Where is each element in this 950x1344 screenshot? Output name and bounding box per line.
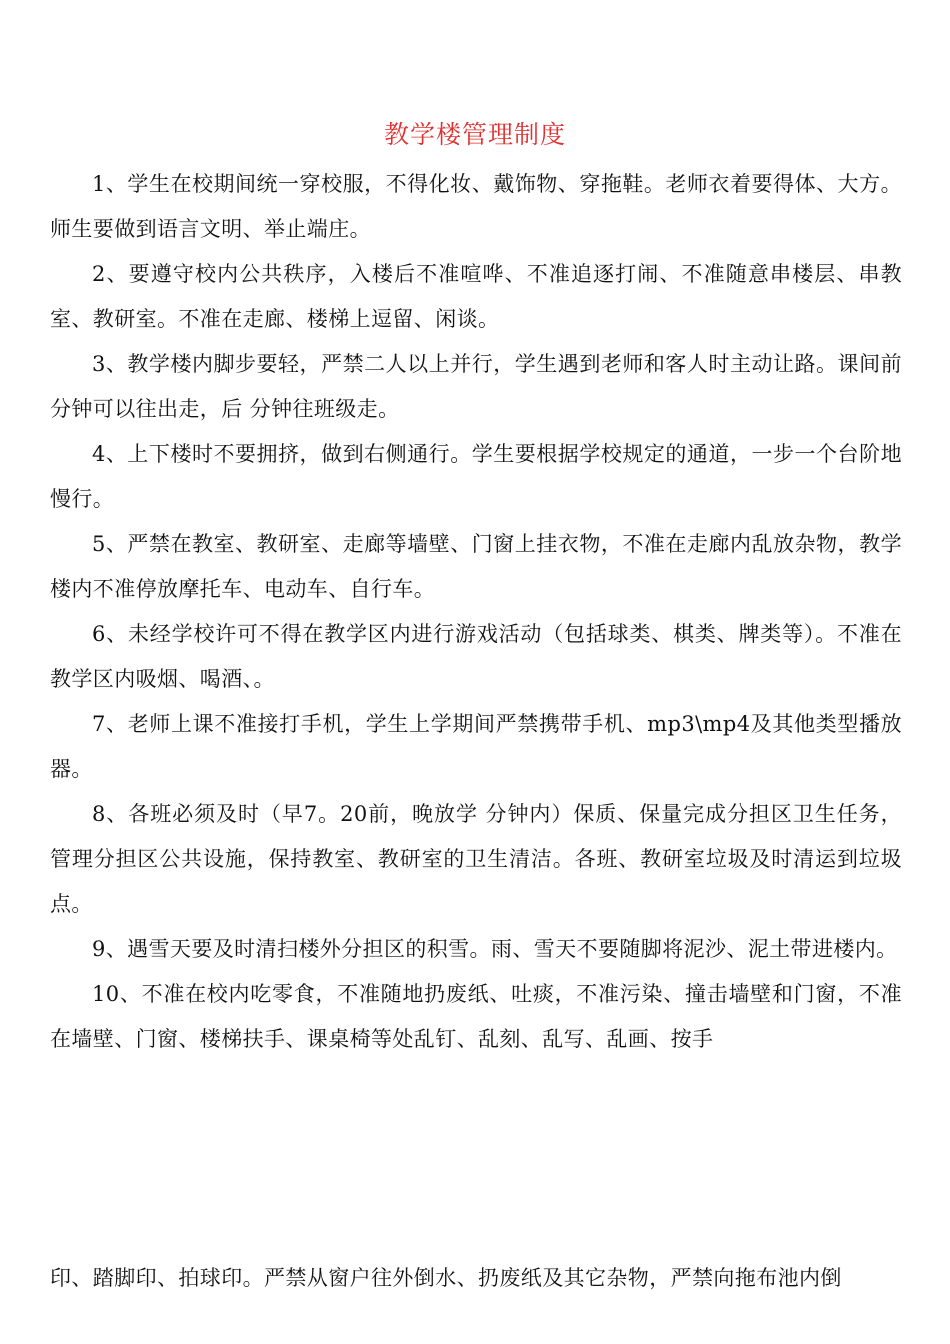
rule-paragraph-2: 2、要遵守校内公共秩序，入楼后不准喧哗、不准追逐打闹、不准随意串楼层、串教室、教研室。不准在走廊、楼梯上逗留、闲谈。 [50,262,902,331]
rule-paragraph-1: 1、学生在校期间统一穿校服，不得化妆、戴饰物、穿拖鞋。老师衣着要得体、大方。师生要做到语言文明、举止端庄。 [50,172,902,241]
rule-paragraph-10: 10、不准在校内吃零食，不准随地扔废纸、吐痰，不准污染、撞击墙壁和门窗，不准在墙壁、门窗、楼梯扶手、课桌椅等处乱钉、乱刻、乱写、乱画、按手 [50,982,902,1051]
continuation-text: 印、踏脚印、拍球印。严禁从窗户往外倒水、扔废纸及其它杂物，严禁向拖布池内倒 [50,1266,842,1290]
document-title: 教学楼管理制度 [383,120,566,149]
rule-paragraph-3: 3、教学楼内脚步要轻，严禁二人以上并行，学生遇到老师和客人时主动让路。课间前 分钟可以往出走，后 分钟往班级走。 [50,352,902,421]
rule-paragraph-4: 4、上下楼时不要拥挤，做到右侧通行。学生要根据学校规定的通道，一步一个台阶地慢行。 [50,442,902,511]
rule-paragraph-6: 6、未经学校许可不得在教学区内进行游戏活动（包括球类、棋类、牌类等）。不准在教学区内吸烟、喝酒、。 [50,622,902,691]
rule-paragraph-7: 7、老师上课不准接打手机，学生上学期间严禁携带手机、mp3\mp4及其他类型播放器。 [50,712,902,781]
rule-paragraph-9: 9、遇雪天要及时清扫楼外分担区的积雪。雨、雪天不要随脚将泥沙、泥土带进楼内。 [92,937,898,961]
rule-paragraph-5: 5、严禁在教室、教研室、走廊等墙壁、门窗上挂衣物，不准在走廊内乱放杂物，教学楼内不准停放摩托车、电动车、自行车。 [50,532,902,601]
rule-paragraph-8: 8、各班必须及时（早7。20前，晚放学 分钟内）保质、保量完成分担区卫生任务，管理分担区公共设施，保持教室、教研室的卫生清洁。各班、教研室垃圾及时清运到垃圾点。 [50,802,902,916]
document-body [50,162,902,1062]
